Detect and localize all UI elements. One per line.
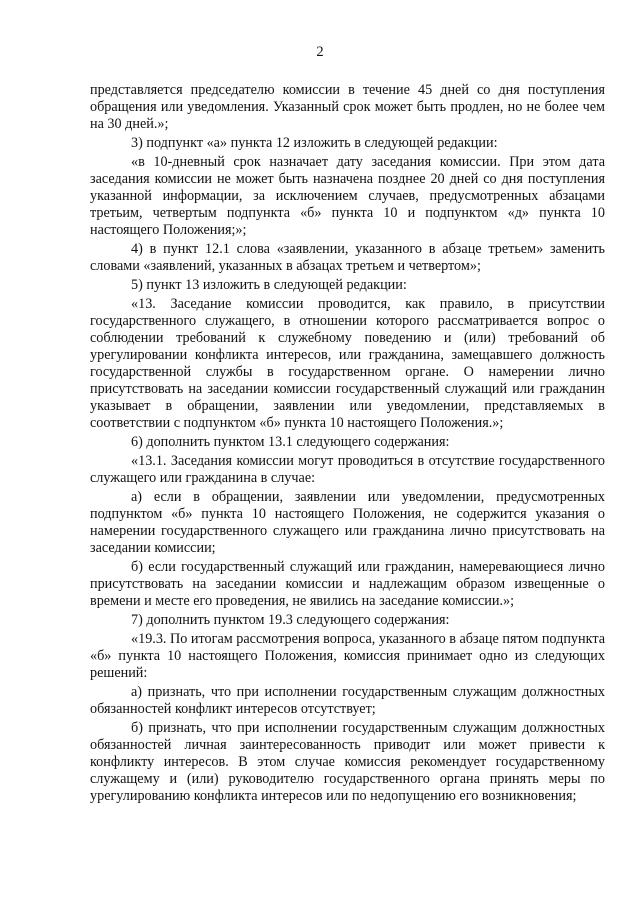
- paragraph: 6) дополнить пунктом 13.1 следующего содержания:: [131, 434, 450, 450]
- paragraph: «13. Заседание комиссии проводится, как правило, в присутствии государственного служащего, в отношении которого рассматривается вопрос о соблюдении требований к служебному поведению и (или) требований об урегулировании конфликта интересов, или гражданина, замещавшего должность государственной службы в государственном органе. О намерении лично присутствовать на заседании комиссии государственный служащий или гражданин указывает в обращении, заявлении или уведомлении, представляемых в соответствии с подпунктом «б» пункта 10 настоящего Положения.»;: [90, 296, 605, 431]
- paragraph: б) признать, что при исполнении государственным служащим должностных обязанностей личная заинтересованность приводит или может привести к конфликту интересов. В этом случае комиссия рекомендует государственному служащему и (или) руководителю государственного органа принять меры по урегулированию конфликта интересов или по недопущению его возникновения;: [90, 720, 605, 804]
- paragraph: «19.3. По итогам рассмотрения вопроса, указанного в абзаце пятом подпункта «б» пункта 10 настоящего Положения, комиссия принимает одно из следующих решений:: [90, 631, 605, 681]
- paragraph: 5) пункт 13 изложить в следующей редакции:: [131, 277, 407, 293]
- paragraph: «13.1. Заседания комиссии могут проводиться в отсутствие государственного служащего или гражданина в случае:: [90, 453, 605, 486]
- paragraph: 3) подпункт «а» пункта 12 изложить в следующей редакции:: [131, 135, 498, 151]
- document-body: [90, 82, 605, 807]
- page-number: 2: [316, 44, 324, 60]
- paragraph: а) признать, что при исполнении государственным служащим должностных обязанностей конфликт интересов отсутствует;: [90, 684, 605, 717]
- paragraph: «в 10-дневный срок назначает дату заседания комиссии. При этом дата заседания комиссии не может быть назначена позднее 20 дней со дня поступления указанной информации, за исключением случаев, предусмотренных абзацами третьим, четвертым подпункта «б» пункта 10 и подпунктом «д» пункта 10 настоящего Положения;»;: [90, 154, 605, 238]
- paragraph: 4) в пункт 12.1 слова «заявлении, указанного в абзаце третьем» заменить словами «заявлений, указанных в абзацах третьем и четвертом»;: [90, 241, 605, 274]
- paragraph: а) если в обращении, заявлении или уведомлении, предусмотренных подпунктом «б» пункта 10 настоящего Положения, не содержится указания о намерении государственного служащего или гражданина лично присутствовать на заседании комиссии;: [90, 489, 605, 556]
- paragraph: 7) дополнить пунктом 19.3 следующего содержания:: [131, 612, 450, 628]
- paragraph: б) если государственный служащий или гражданин, намеревающиеся лично присутствовать на заседании комиссии и надлежащим образом извещенные о времени и месте его проведения, не явились на заседание комиссии.»;: [90, 559, 605, 609]
- paragraph: представляется председателю комиссии в течение 45 дней со дня поступления обращения или уведомления. Указанный срок может быть продлен, но не более чем на 30 дней.»;: [90, 82, 605, 132]
